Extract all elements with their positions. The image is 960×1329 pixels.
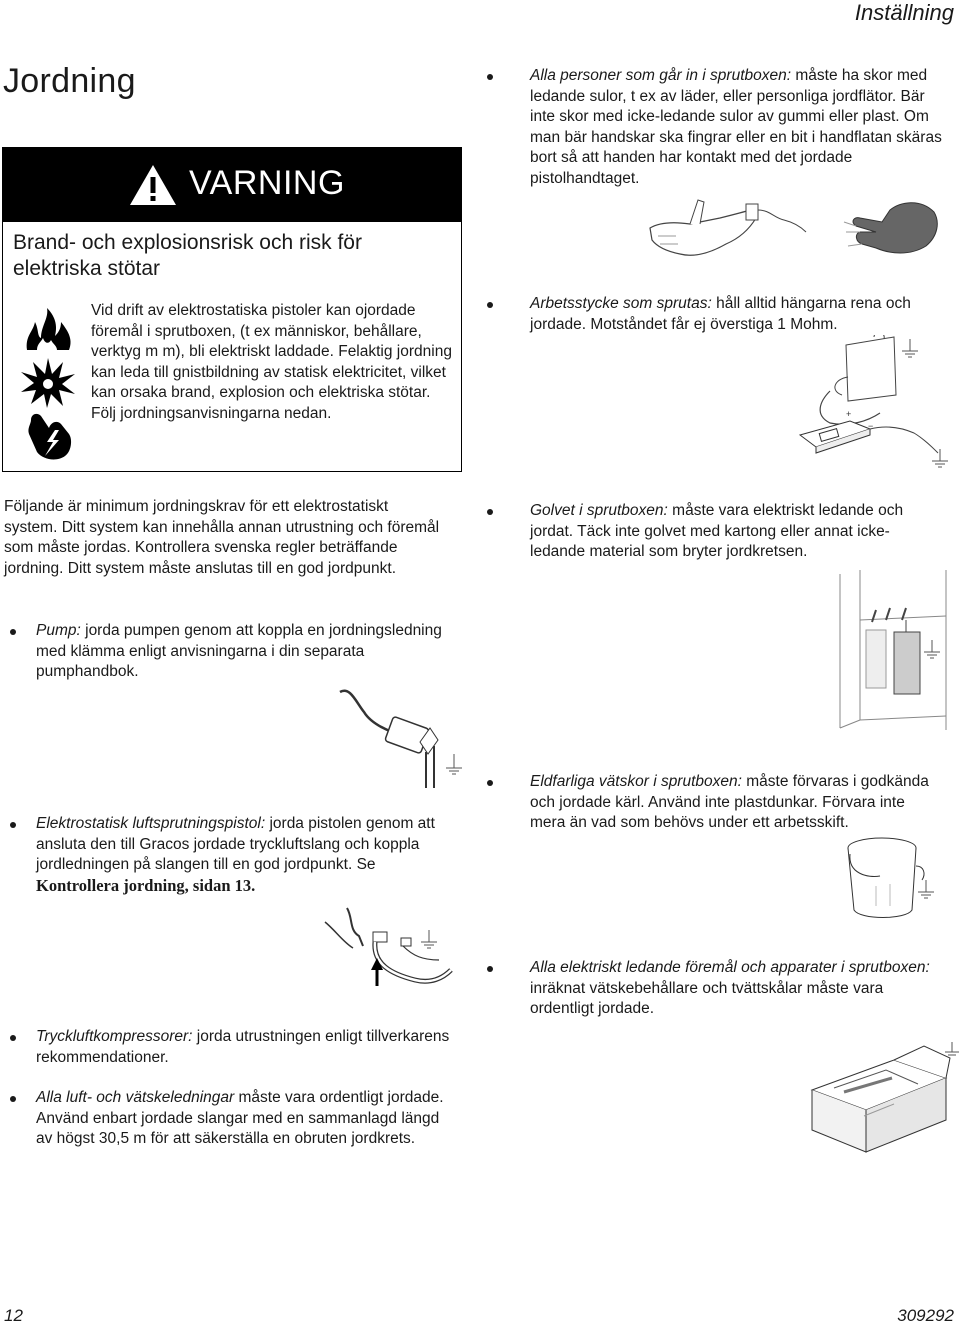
bullet-dot bbox=[487, 302, 493, 308]
bullet-body: inräknat vätskebehållare och tvättskålar måste vara ordentligt jordade. bbox=[530, 979, 884, 1017]
ground-symbol-icon bbox=[421, 930, 437, 948]
cross-reference-tail: , sidan 13. bbox=[184, 875, 256, 895]
bullet-term: Tryckluftkompressorer: bbox=[36, 1028, 193, 1045]
bullet-compressor bbox=[36, 1027, 456, 1068]
bullet-term: Golvet i sprutboxen: bbox=[530, 502, 668, 519]
bullet-flammable bbox=[530, 772, 930, 834]
bullet-dot bbox=[10, 822, 16, 828]
bullet-body: måste förvaras i godkända och jordade kärl. Använd inte plastdunkar. Förvara inte mera än vad som behövs under ett arbetsskift. bbox=[530, 773, 929, 831]
document-number: 309292 bbox=[897, 1306, 954, 1325]
bullet-body: jorda pistolen genom att ansluta den till Gracos jordade tryckluftslang och koppla jordledningen på slangen till en god jordpunkt. Se bbox=[36, 815, 435, 873]
ground-symbol-icon bbox=[924, 640, 940, 658]
bullet-objects bbox=[530, 958, 930, 1020]
bullet-term: Alla luft- och vätskeledningar bbox=[36, 1089, 235, 1106]
hands-illustration bbox=[640, 192, 950, 277]
bullet-body: jorda utrustningen enligt tillverkarens rekommendationer. bbox=[36, 1028, 450, 1066]
section-title: Inställning bbox=[854, 0, 954, 25]
bullet-dot bbox=[487, 966, 493, 972]
bullet-term: Eldfarliga vätskor i sprutboxen: bbox=[530, 773, 742, 790]
bullet-gun bbox=[36, 814, 456, 897]
bullet-dot bbox=[10, 1035, 16, 1041]
bullet-dot bbox=[487, 780, 493, 786]
bullet-term: Alla personer som går in i sprutboxen: bbox=[530, 67, 792, 84]
bullet-persons bbox=[530, 66, 950, 189]
bullet-pump bbox=[36, 621, 456, 683]
explosion-icon bbox=[19, 356, 77, 408]
bullet-body: måste vara elektriskt ledande och jordat. Täck inte golvet med kartong eller annat icke-ledande material som bryter jordkretsen. bbox=[530, 502, 904, 560]
ground-symbol-icon bbox=[945, 1042, 959, 1055]
bullet-lines bbox=[36, 1088, 456, 1150]
warning-header bbox=[3, 148, 461, 222]
bullet-workpiece bbox=[530, 294, 950, 335]
bullet-dot bbox=[487, 74, 493, 80]
pump-ground-illustration bbox=[330, 682, 470, 792]
hazard-description: Vid drift av elektrostatiska pistoler kan ojordade föremål i sprutboxen, (t ex människor, behållare, verktyg m m), bli elektriskt laddade. Felaktig jordning kan leda till gnistbildning av statisk elektricitet, vilket kan orsaka brand, explosion och elektriska stötar. Följ jordningsanvisningarna nedan. bbox=[91, 302, 452, 422]
electric-shock-icon bbox=[25, 410, 75, 462]
ground-symbol-icon bbox=[918, 880, 934, 898]
bullet-term: Arbetsstycke som sprutas: bbox=[530, 295, 712, 312]
warning-label: VARNING bbox=[189, 164, 345, 202]
ground-symbol-icon bbox=[446, 754, 462, 774]
bullet-body: jorda pumpen genom att koppla en jordningsledning med klämma enligt anvisningarna i din separata pumphandbok. bbox=[36, 622, 442, 680]
bullet-body: håll alltid hängarna rena och jordade. Motståndet får ej överstiga 1 Mohm. bbox=[530, 295, 911, 333]
bullet-term: Alla elektriskt ledande föremål och apparater i sprutboxen: bbox=[530, 959, 930, 976]
intro-paragraph: Följande är minimum jordningskrav för ett elektrostatiskt system. Ditt system kan innehålla annan utrustning och föremål som måste jordas. Kontrollera svenska regler beträffande jordning. Ditt system måste anslutas till en god jordpunkt. bbox=[4, 498, 440, 577]
cross-reference-link[interactable]: Kontrollera jordning bbox=[36, 875, 185, 895]
page-heading: Jordning bbox=[3, 62, 136, 100]
ground-symbol-icon bbox=[902, 339, 918, 357]
warning-triangle-icon bbox=[128, 163, 178, 207]
hazard-title: Brand- och explosionsrisk och risk för elektriska stötar bbox=[13, 231, 362, 280]
page-number: 12 bbox=[4, 1306, 23, 1325]
wash-tray-illustration bbox=[800, 1038, 960, 1156]
svg-text:+: + bbox=[846, 409, 852, 419]
warning-box bbox=[2, 147, 462, 472]
bullet-body: måste ha skor med ledande sulor, t ex av läder, eller personliga jordflätor. Bär inte skor med icke-ledande sulor av gummi eller plast. Om man bär handskar ska fingrar eller en bit i handflatan skäras bort så att handen har kontakt med det jordade pistolhandtaget. bbox=[530, 67, 942, 187]
svg-text:−: − bbox=[868, 421, 874, 431]
bullet-dot bbox=[487, 509, 493, 515]
spray-booth-illustration bbox=[836, 570, 960, 730]
bullet-term: Elektrostatisk luftsprutningspistol: bbox=[36, 815, 266, 832]
air-hose-illustration bbox=[305, 900, 465, 1005]
bullet-floor bbox=[530, 501, 930, 563]
fire-icon bbox=[23, 306, 75, 352]
resistance-meter-illustration bbox=[790, 335, 960, 470]
bullet-term: Pump: bbox=[36, 622, 81, 639]
ground-symbol-icon bbox=[932, 449, 948, 467]
bullet-body: måste vara ordentligt jordade. Använd enbart jordade slangar med en sammanlagd längd av högst 30,5 m för att säkerställa en obruten jordkrets. bbox=[36, 1089, 444, 1147]
bullet-dot bbox=[10, 1096, 16, 1102]
bullet-dot bbox=[10, 629, 16, 635]
metal-pail-illustration bbox=[840, 826, 940, 926]
